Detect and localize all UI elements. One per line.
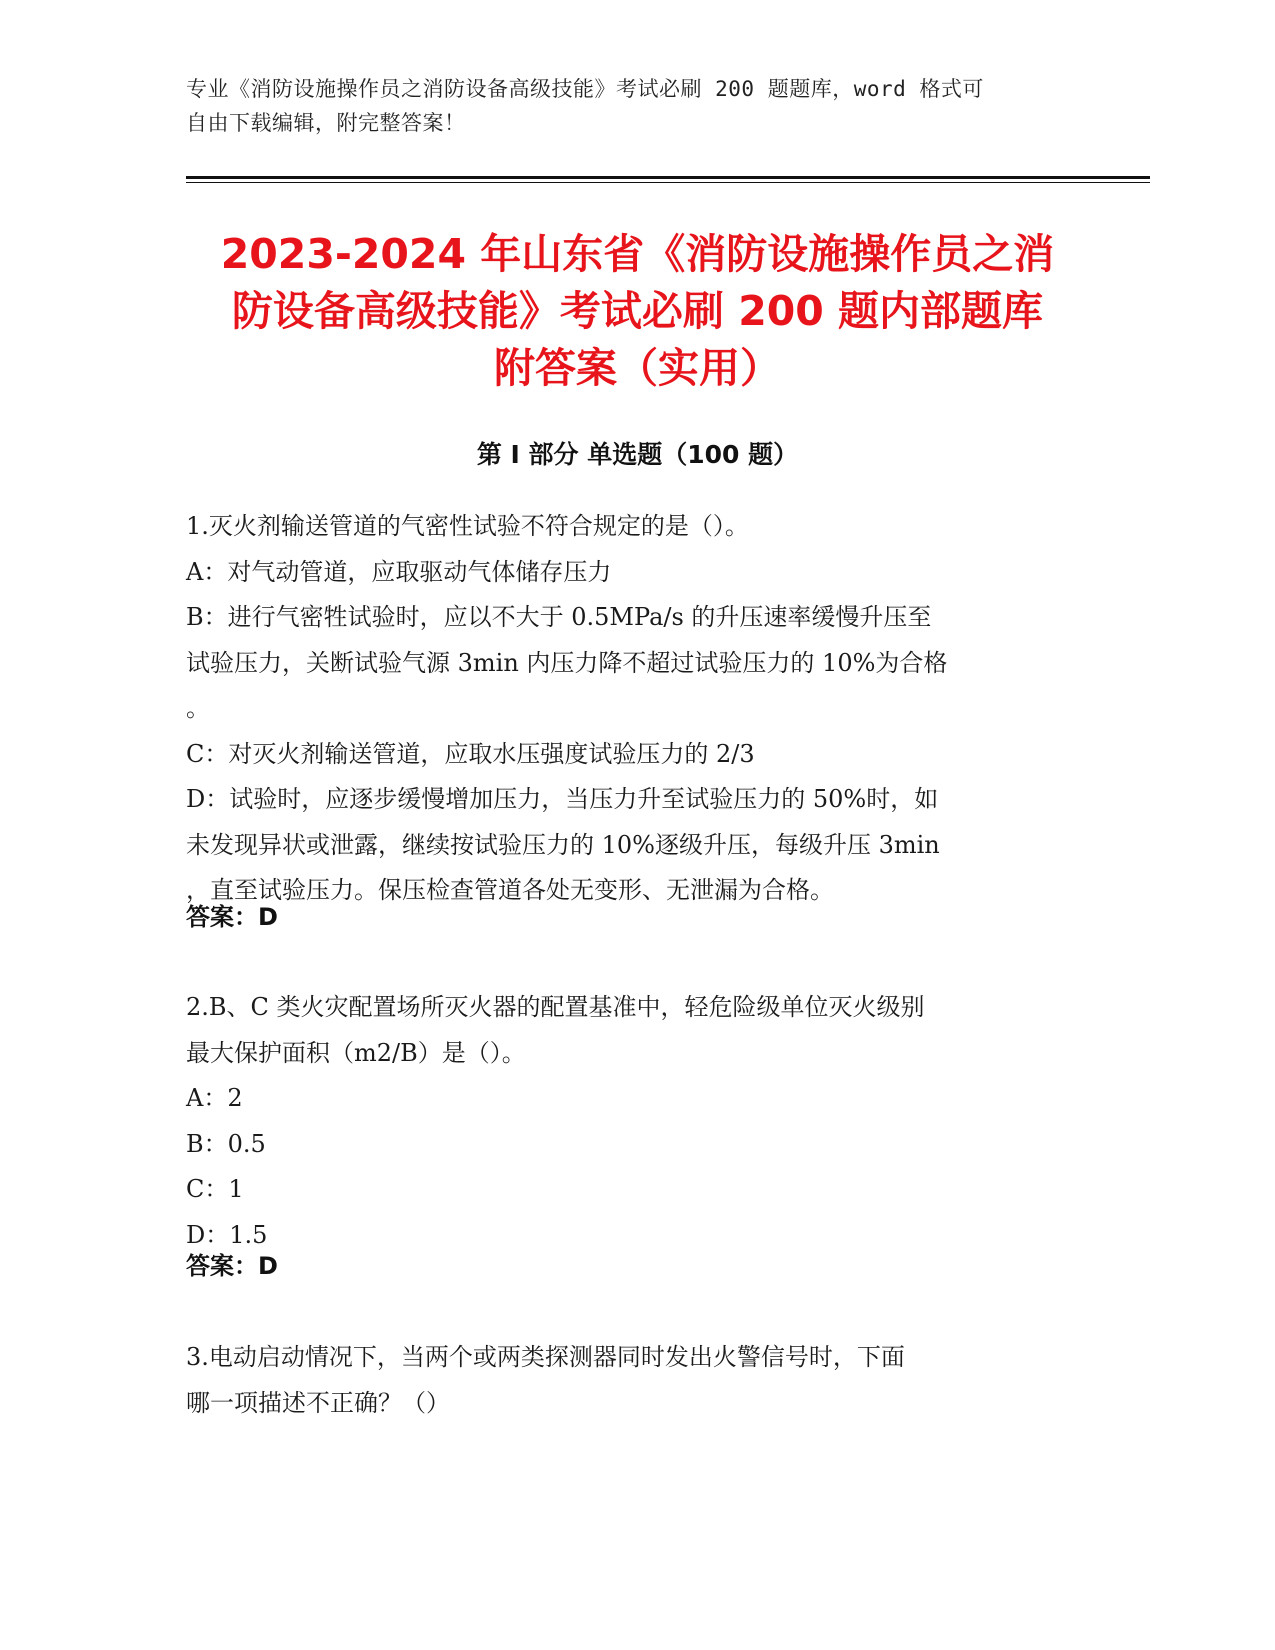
- question-stem-cont: 最大保护面积（m2/B）是（）。: [186, 1038, 526, 1067]
- title-line: 2023-2024 年山东省《消防设施操作员之消: [220, 230, 1055, 278]
- question-stem-cont: 哪一项描述不正确？（）: [186, 1388, 450, 1417]
- option-a: A：对气动管道，应取驱动气体储存压力: [186, 557, 612, 586]
- header-divider-thin: [186, 182, 1150, 183]
- option-a: A：2: [186, 1084, 243, 1112]
- option-c: C：对灭火剂输送管道，应取水压强度试验压力的 2/3: [186, 739, 755, 768]
- option-d: D：试验时，应逐步缓慢增加压力，当压力升至试验压力的 50%时，如: [186, 785, 939, 813]
- option-d-cont: 未发现异状或泄露，继续按试验压力的 10%逐级升压，每级升压 3min: [186, 830, 940, 859]
- question-stem: 2.B、C 类火灾配置场所灭火器的配置基准中，轻危险级单位灭火级别: [186, 993, 925, 1021]
- question-block: [186, 504, 1066, 914]
- question-block: [186, 1335, 1066, 1426]
- answer-label: 答案：D: [186, 1252, 278, 1280]
- option-b: B：进行气密牲试验时，应以不大于 0.5MPa/s 的升压速率缓慢升压至: [186, 603, 932, 631]
- header-note-line: 自由下载编辑，附完整答案！: [186, 111, 466, 135]
- option-d: D：1.5: [186, 1220, 268, 1249]
- title-line: 附答案（实用）: [494, 344, 781, 392]
- header-note-line: 专业《消防设施操作员之消防设备高级技能》考试必刷 200 题题库，word 格式可: [186, 77, 984, 101]
- question-stem: 3.电动启动情况下，当两个或两类探测器同时发出火警信号时，下面: [186, 1343, 905, 1371]
- header-divider-thick: [186, 176, 1150, 179]
- answer-label: 答案：D: [186, 903, 278, 931]
- section-heading: 第 I 部分 单选题（100 题）: [476, 440, 799, 469]
- option-d-cont: ，直至试验压力。保压检查管道各处无变形、无泄漏为合格。: [186, 876, 834, 904]
- option-b-cont: 。: [186, 694, 210, 722]
- title-line: 防设备高级技能》考试必刷 200 题内部题库: [231, 287, 1044, 335]
- option-b-cont: 试验压力，关断试验气源 3min 内压力降不超过试验压力的 10%为合格: [186, 648, 948, 677]
- document-title: [150, 226, 1125, 397]
- question-stem: 1.灭火剂输送管道的气密性试验不符合规定的是（）。: [186, 512, 749, 540]
- option-b: B：0.5: [186, 1129, 266, 1158]
- option-c: C：1: [186, 1175, 244, 1203]
- question-block: [186, 985, 1066, 1258]
- header-note: [186, 72, 1066, 140]
